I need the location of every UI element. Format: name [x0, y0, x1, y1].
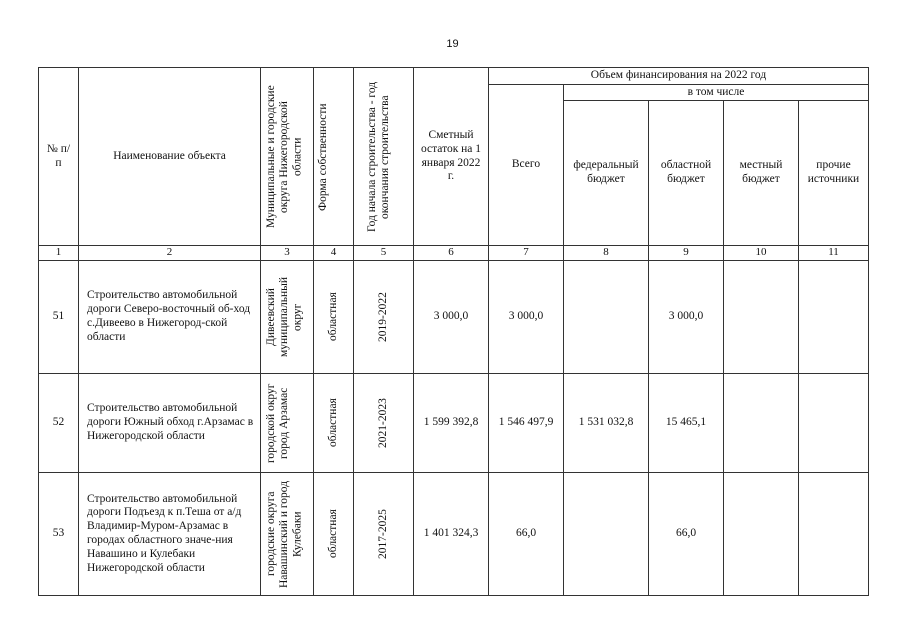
ownership-text: областная: [326, 398, 339, 448]
years-text: 2017-2025: [376, 509, 389, 559]
years-text: 2019-2022: [376, 292, 389, 342]
column-number: 2: [79, 246, 261, 261]
district-text: городской округ город Арзамас: [265, 383, 291, 463]
local-cell: [724, 374, 799, 473]
header-including-group: в том числе: [564, 85, 869, 101]
header-total: Всего: [489, 85, 564, 246]
column-number-row: [39, 246, 869, 261]
column-number: 1: [39, 246, 79, 261]
header-num: № п/п: [39, 68, 79, 246]
column-number: 11: [799, 246, 869, 261]
column-number: 10: [724, 246, 799, 261]
ownership-cell: [314, 261, 354, 374]
district-cell: [261, 374, 314, 473]
column-number: 5: [354, 246, 414, 261]
district-text: Дивеевский муниципальный округ: [265, 276, 304, 358]
ownership-text: областная: [326, 292, 339, 342]
balance-cell: 1 401 324,3: [414, 473, 489, 596]
other-cell: [799, 261, 869, 374]
regional-cell: 15 465,1: [649, 374, 724, 473]
financing-table: [38, 67, 869, 596]
federal-cell: 1 531 032,8: [564, 374, 649, 473]
object-name: Строительство автомобильной дороги Северо-восточный об-ход с.Дивеево в Нижегород-ской области: [79, 261, 261, 374]
other-cell: [799, 473, 869, 596]
page-number: 19: [446, 38, 459, 50]
header-regional: областной бюджет: [649, 101, 724, 246]
column-number: 8: [564, 246, 649, 261]
other-cell: [799, 374, 869, 473]
ownership-cell: [314, 473, 354, 596]
column-number: 7: [489, 246, 564, 261]
table-row: [39, 374, 869, 473]
total-cell: 3 000,0: [489, 261, 564, 374]
district-cell: [261, 261, 314, 374]
years-cell: [354, 261, 414, 374]
total-cell: 66,0: [489, 473, 564, 596]
regional-cell: 66,0: [649, 473, 724, 596]
ownership-text: областная: [326, 509, 339, 559]
header-years-text: Год начала строительства - год окончания строительства: [365, 81, 391, 232]
federal-cell: [564, 473, 649, 596]
header-row: [39, 68, 869, 85]
balance-cell: 3 000,0: [414, 261, 489, 374]
header-district: [261, 68, 314, 246]
header-other: прочие источники: [799, 101, 869, 246]
row-number: 52: [39, 374, 79, 473]
header-local: местный бюджет: [724, 101, 799, 246]
local-cell: [724, 473, 799, 596]
table-row: [39, 261, 869, 374]
column-number: 9: [649, 246, 724, 261]
years-cell: [354, 473, 414, 596]
header-years: [354, 68, 414, 246]
column-number: 6: [414, 246, 489, 261]
row-number: 51: [39, 261, 79, 374]
regional-cell: 3 000,0: [649, 261, 724, 374]
local-cell: [724, 261, 799, 374]
header-district-text: Муниципальные и городские округа Нижегородской области: [265, 85, 304, 228]
header-name: Наименование объекта: [79, 68, 261, 246]
column-number: 3: [261, 246, 314, 261]
object-name: Строительство автомобильной дороги Подъезд к п.Теша от а/д Владимир-Муром-Арзамас в городах областного значе-ния Навашино и Кулебаки Нижегородской области: [79, 473, 261, 596]
column-number: 4: [314, 246, 354, 261]
district-cell: [261, 473, 314, 596]
district-text: городские округа Навашинский и город Кулебаки: [265, 480, 304, 588]
federal-cell: [564, 261, 649, 374]
total-cell: 1 546 497,9: [489, 374, 564, 473]
years-cell: [354, 374, 414, 473]
header-federal: федеральный бюджет: [564, 101, 649, 246]
ownership-cell: [314, 374, 354, 473]
row-number: 53: [39, 473, 79, 596]
header-balance: Сметный остаток на 1 января 2022 г.: [414, 68, 489, 246]
years-text: 2021-2023: [376, 398, 389, 448]
balance-cell: 1 599 392,8: [414, 374, 489, 473]
table-row: [39, 473, 869, 596]
object-name: Строительство автомобильной дороги Южный обход г.Арзамас в Нижегородской области: [79, 374, 261, 473]
header-ownership: [314, 68, 354, 246]
header-ownership-text: Форма собственности: [316, 102, 329, 211]
header-funding-group: Объем финансирования на 2022 год: [489, 68, 869, 85]
